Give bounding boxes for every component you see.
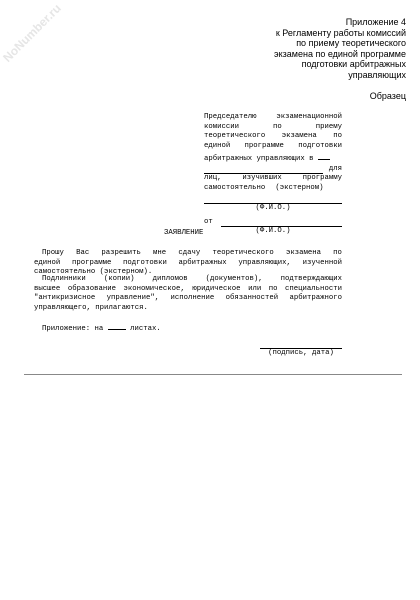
- blank-line: [221, 218, 342, 227]
- word: единой: [34, 258, 61, 267]
- addressee-line: [204, 132, 342, 142]
- paragraph-request: [34, 249, 342, 278]
- text-line: [34, 285, 342, 295]
- word: юридическое: [192, 284, 241, 293]
- text-line: [34, 294, 342, 304]
- text-line: [34, 249, 342, 259]
- appendix-line: экзамена по единой программе: [274, 48, 406, 59]
- word: комиссии: [204, 122, 240, 131]
- attachment-prefix: Приложение: на: [42, 325, 108, 333]
- word: лиц,: [204, 174, 222, 182]
- word: приему: [315, 122, 342, 131]
- fio-caption: (Ф.И.О.): [255, 204, 291, 212]
- appendix-line: к Регламенту работы комиссий: [275, 27, 406, 38]
- word: управляющих,: [238, 258, 291, 267]
- signature-line: [260, 340, 342, 349]
- sample-label: Образец: [369, 91, 406, 101]
- addressee-block: [204, 113, 342, 237]
- word: самостоятельно: [204, 183, 266, 192]
- text-line: [34, 259, 342, 269]
- attachment-suffix: листах.: [125, 325, 161, 333]
- word: обязанностей: [225, 294, 279, 302]
- text-line: [34, 321, 342, 335]
- text-line: самостоятельно (экстерном).: [34, 268, 153, 276]
- addressee-line: [204, 165, 342, 175]
- word: управление",: [106, 294, 160, 302]
- word: или: [248, 284, 262, 293]
- blank-line: [204, 165, 323, 174]
- word: по: [268, 284, 278, 293]
- watermark: NoNumber.ru: [0, 1, 64, 65]
- word: единой: [204, 141, 231, 150]
- word: высшее: [34, 284, 61, 293]
- from-line: [204, 218, 342, 228]
- word: изучивших: [242, 174, 282, 182]
- appendix-line: подготовки арбитражных: [301, 59, 406, 69]
- word: программе: [244, 141, 284, 150]
- word: арбитражных: [178, 258, 227, 267]
- word: арбитражного: [289, 294, 342, 302]
- word: подтверждающих: [280, 275, 342, 283]
- text-line: управляющего, прилагаются.: [34, 303, 148, 312]
- attachment-line: [34, 321, 342, 335]
- text-line: [34, 275, 342, 285]
- appendix-header: [206, 17, 406, 80]
- signature-caption: (подпись, дата): [268, 349, 334, 357]
- blank-line: [204, 195, 342, 204]
- addressee-line: [204, 184, 342, 194]
- appendix-line: по приему теоретического: [296, 38, 406, 48]
- word: программу: [302, 174, 342, 182]
- word: Подлинники: [42, 275, 86, 283]
- word: изученной: [302, 258, 342, 267]
- from-label: от: [204, 217, 213, 226]
- word: исполнение: [170, 294, 215, 302]
- word: Вас: [76, 249, 90, 257]
- document-title: ЗАЯВЛЕНИЕ: [164, 229, 204, 237]
- word: Прошу: [42, 249, 64, 257]
- word: теоретического: [204, 132, 266, 140]
- addressee-line: [204, 123, 342, 133]
- word: программе: [71, 258, 112, 267]
- word: разрешить: [101, 249, 141, 257]
- word: (документов),: [205, 275, 263, 283]
- blank-line: [318, 151, 330, 160]
- word: "антикризисное: [34, 294, 96, 302]
- word: сдачу: [178, 249, 201, 257]
- word: дипломов: [152, 275, 188, 283]
- signature-block: [260, 340, 342, 359]
- word: Председателю: [204, 113, 257, 121]
- word: (экстерном): [275, 183, 324, 192]
- word: подготовки: [123, 258, 167, 267]
- paragraph-attachments: [34, 275, 342, 313]
- addressee-line: [204, 151, 342, 165]
- word: по: [272, 122, 282, 131]
- word: образование: [67, 284, 116, 293]
- addressee-line: [204, 113, 342, 123]
- word: экзамена: [285, 249, 321, 257]
- blank-line: [108, 321, 126, 330]
- word: теоретического: [212, 249, 274, 257]
- appendix-line: управляющих: [348, 69, 406, 80]
- appendix-line: Приложение 4: [345, 17, 406, 27]
- fio-caption: (Ф.И.О.): [255, 227, 291, 235]
- word: подготовки: [298, 141, 342, 150]
- word: экономическое,: [123, 284, 185, 293]
- word: экзамена: [281, 132, 317, 140]
- word: арбитражных управляющих в: [204, 155, 318, 163]
- word: мне: [153, 249, 167, 257]
- word: (копии): [103, 275, 135, 283]
- word: специальности: [285, 284, 342, 293]
- bottom-divider: [24, 374, 402, 375]
- word: по: [333, 132, 342, 140]
- word: экзаменационной: [276, 113, 342, 121]
- word: по: [333, 249, 342, 257]
- word: для: [328, 164, 342, 173]
- addressee-line: [204, 174, 342, 184]
- addressee-line: [204, 142, 342, 152]
